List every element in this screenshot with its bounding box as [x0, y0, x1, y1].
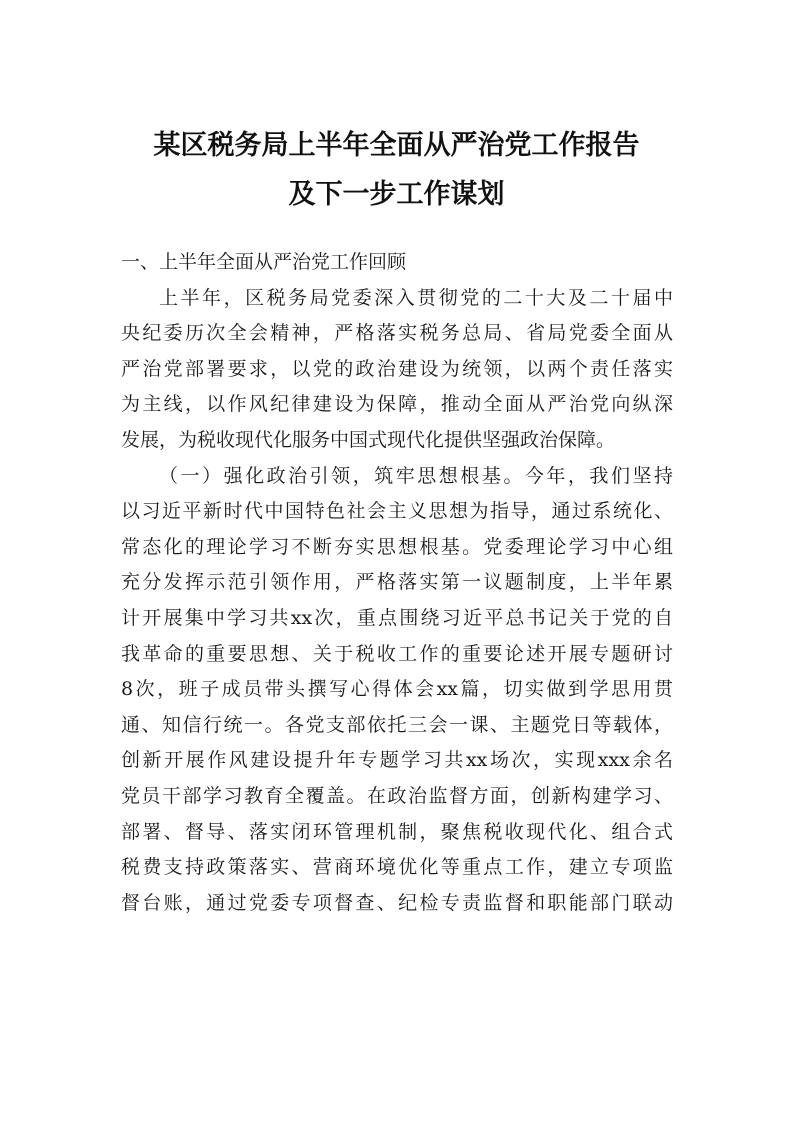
paragraph-line: 常态化的理论学习不断夯实思想根基。党委理论学习中心组: [121, 535, 673, 558]
paragraph-line: 8次，班子成员带头撰写心得体会xx篇，切实做到学思用贯: [121, 678, 673, 701]
paragraph-line: 上半年，区税务局党委深入贯彻党的二十大及二十届中: [159, 286, 673, 309]
paragraph-line: 部署、督导、落实闭环管理机制，聚焦税收现代化、组合式: [121, 820, 673, 843]
paragraph-line: 计开展集中学习共xx次，重点围绕习近平总书记关于党的自: [121, 606, 673, 629]
paragraph-line: 党员干部学习教育全覆盖。在政治监督方面，创新构建学习、: [121, 784, 673, 807]
paragraph-line: 创新开展作风建设提升年专题学习共xx场次，实现xxx余名: [121, 749, 673, 772]
paragraph-line: 通、知信行统一。各党支部依托三会一课、主题党日等载体，: [121, 713, 673, 736]
document-title-line-2: 及下一步工作谋划: [288, 179, 505, 210]
paragraph-line: 为主线，以作风纪律建设为保障，推动全面从严治党向纵深: [121, 393, 673, 416]
section-heading: 一、上半年全面从严治党工作回顾: [121, 251, 407, 273]
paragraph-line: 我革命的重要思想、关于税收工作的重要论述开展专题研讨: [121, 642, 673, 665]
paragraph-line: 以习近平新时代中国特色社会主义思想为指导，通过系统化、: [121, 500, 673, 523]
paragraph-line: 充分发挥示范引领作用，严格落实第一议题制度，上半年累: [121, 571, 673, 594]
paragraph-line: 发展，为税收现代化服务中国式现代化提供坚强政治保障。: [121, 428, 616, 451]
document-body: [121, 245, 673, 921]
paragraph-line: 督台账，通过党委专项督查、纪检专责监督和职能部门联动: [121, 891, 673, 914]
paragraph-line: （一）强化政治引领，筑牢思想根基。今年，我们坚持: [159, 464, 673, 487]
paragraph-line: 税费支持政策落实、营商环境优化等重点工作，建立专项监: [121, 856, 673, 879]
paragraph-line: 央纪委历次全会精神，严格落实税务总局、省局党委全面从: [121, 322, 673, 345]
document-title-line-1: 某区税务局上半年全面从严治党工作报告: [153, 130, 640, 161]
paragraph-line: 严治党部署要求，以党的政治建设为统领，以两个责任落实: [121, 357, 673, 380]
